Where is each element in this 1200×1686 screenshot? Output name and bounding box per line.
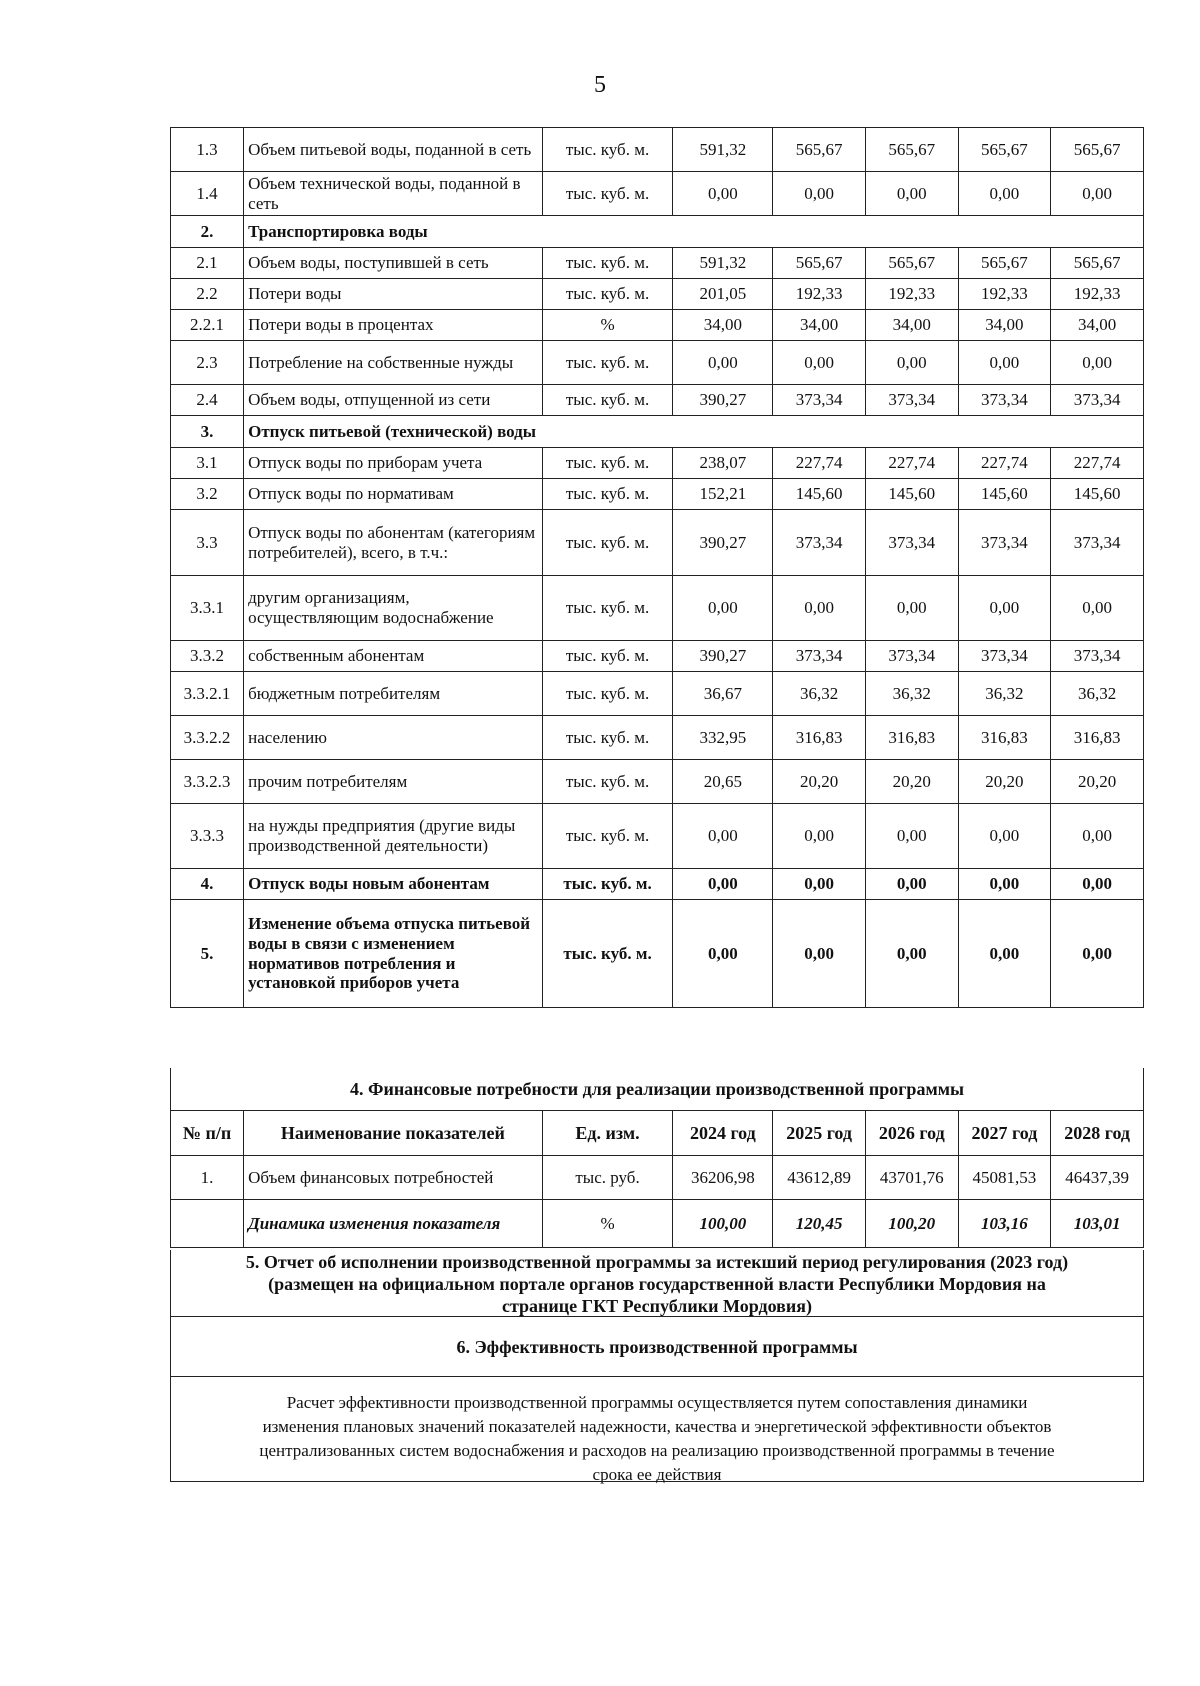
row-unit: тыс. куб. м. (542, 448, 673, 479)
row-unit: тыс. куб. м. (542, 804, 673, 869)
row-value: 34,00 (1051, 310, 1144, 341)
row-num: 2.3 (171, 341, 244, 385)
row-value: 0,00 (673, 869, 773, 900)
row-num: 3.3 (171, 510, 244, 576)
row-unit: тыс. куб. м. (542, 716, 673, 760)
row-value: 0,00 (1051, 341, 1144, 385)
row-name: Динамика изменения показателя (244, 1200, 543, 1248)
row-value: 373,34 (773, 510, 866, 576)
dynamics-row (171, 1200, 1144, 1248)
row-value: 0,00 (865, 172, 958, 216)
row-unit: тыс. куб. м. (542, 760, 673, 804)
table-row (171, 510, 1144, 576)
row-unit: тыс. куб. м. (542, 641, 673, 672)
row-name: Отпуск воды по нормативам (244, 479, 543, 510)
row-value: 20,20 (773, 760, 866, 804)
row-value: 373,34 (958, 510, 1051, 576)
row-num: 3.3.2.1 (171, 672, 244, 716)
row-unit: тыс. куб. м. (542, 341, 673, 385)
row-value: 227,74 (1051, 448, 1144, 479)
row-value: 373,34 (1051, 641, 1144, 672)
header-num: № п/п (171, 1111, 244, 1156)
row-value: 152,21 (673, 479, 773, 510)
row-value: 565,67 (958, 128, 1051, 172)
row-value: 192,33 (958, 279, 1051, 310)
row-name: Объем воды, отпущенной из сети (244, 385, 543, 416)
row-value: 373,34 (773, 385, 866, 416)
section-title: Отпуск питьевой (технической) воды (244, 416, 1144, 448)
header-year: 2026 год (865, 1111, 958, 1156)
row-value: 390,27 (673, 641, 773, 672)
row-unit: % (542, 1200, 673, 1248)
row-name: другим организациям, осуществляющим водоснабжение (244, 576, 543, 641)
row-name: Потери воды в процентах (244, 310, 543, 341)
row-unit: тыс. куб. м. (542, 385, 673, 416)
row-value: 373,34 (1051, 385, 1144, 416)
row-value: 34,00 (865, 310, 958, 341)
row-value: 373,34 (958, 385, 1051, 416)
row-value: 0,00 (673, 341, 773, 385)
row-name: Отпуск воды по приборам учета (244, 448, 543, 479)
row-unit: тыс. руб. (542, 1156, 673, 1200)
row-value: 0,00 (773, 341, 866, 385)
row-unit: тыс. куб. м. (542, 479, 673, 510)
row-name: Потребление на собственные нужды (244, 341, 543, 385)
row-num: 2. (171, 216, 244, 248)
row-value: 316,83 (773, 716, 866, 760)
row-value: 227,74 (773, 448, 866, 479)
report-section (170, 1250, 1144, 1317)
row-value: 565,67 (958, 248, 1051, 279)
table-row (171, 716, 1144, 760)
table-row (171, 479, 1144, 510)
row-value: 20,20 (1051, 760, 1144, 804)
efficiency-line: Расчет эффективности производственной программы осуществляется путем сопоставления динамики (286, 1393, 1028, 1412)
row-value: 0,00 (1051, 900, 1144, 1008)
header-year: 2025 год (773, 1111, 866, 1156)
row-value: 0,00 (673, 172, 773, 216)
row-value: 0,00 (673, 576, 773, 641)
row-num: 1.4 (171, 172, 244, 216)
row-num: 1. (171, 1156, 244, 1200)
row-value: 565,67 (773, 248, 866, 279)
row-name: Отпуск воды новым абонентам (244, 869, 543, 900)
row-num: 5. (171, 900, 244, 1008)
row-value: 145,60 (1051, 479, 1144, 510)
row-value: 373,34 (865, 385, 958, 416)
row-value: 103,01 (1051, 1200, 1144, 1248)
row-value: 20,20 (958, 760, 1051, 804)
header-year: 2028 год (1051, 1111, 1144, 1156)
row-value: 565,67 (1051, 248, 1144, 279)
financial-header-row (171, 1111, 1144, 1156)
row-value: 0,00 (865, 341, 958, 385)
row-num: 4. (171, 869, 244, 900)
row-name: Объем питьевой воды, поданной в сеть (244, 128, 543, 172)
row-value: 43701,76 (865, 1156, 958, 1200)
row-value: 565,67 (773, 128, 866, 172)
row-value: 373,34 (865, 641, 958, 672)
financial-section-title: 4. Финансовые потребности для реализации производственной программы (170, 1068, 1144, 1110)
row-value: 238,07 (673, 448, 773, 479)
row-value: 192,33 (865, 279, 958, 310)
row-value: 192,33 (773, 279, 866, 310)
efficiency-text (170, 1377, 1144, 1482)
row-value: 0,00 (773, 576, 866, 641)
row-num: 2.4 (171, 385, 244, 416)
row-name: бюджетным потребителям (244, 672, 543, 716)
row-value: 390,27 (673, 385, 773, 416)
row-value: 34,00 (673, 310, 773, 341)
row-value: 45081,53 (958, 1156, 1051, 1200)
row-value: 34,00 (958, 310, 1051, 341)
row-unit: тыс. куб. м. (542, 900, 673, 1008)
row-value: 36,32 (773, 672, 866, 716)
table-row (171, 385, 1144, 416)
row-value: 36,32 (865, 672, 958, 716)
row-num: 2.2.1 (171, 310, 244, 341)
row-value: 0,00 (865, 900, 958, 1008)
row-value: 332,95 (673, 716, 773, 760)
row-unit: тыс. куб. м. (542, 128, 673, 172)
row-num: 3.2 (171, 479, 244, 510)
table-row (171, 128, 1144, 172)
row-value: 192,33 (1051, 279, 1144, 310)
row-value: 0,00 (773, 900, 866, 1008)
efficiency-title: 6. Эффективность производственной программы (170, 1317, 1144, 1377)
row-name: Объем воды, поступившей в сеть (244, 248, 543, 279)
row-value: 373,34 (1051, 510, 1144, 576)
row-value: 591,32 (673, 248, 773, 279)
efficiency-line: централизованных систем водоснабжения и расходов на реализацию производственной программы в течение (259, 1441, 1055, 1460)
row-name: Потери воды (244, 279, 543, 310)
report-line: 5. Отчет об исполнении производственной программы за истекший период регулирования (2023 год) (245, 1252, 1069, 1272)
header-unit: Ед. изм. (542, 1111, 673, 1156)
row-value: 0,00 (673, 804, 773, 869)
row-num: 1.3 (171, 128, 244, 172)
table-row (171, 341, 1144, 385)
row-name: собственным абонентам (244, 641, 543, 672)
row-value: 373,34 (865, 510, 958, 576)
table-row (171, 172, 1144, 216)
efficiency-line: изменения плановых значений показателей надежности, качества и энергетической эффективности объектов (262, 1417, 1052, 1436)
table-row (171, 804, 1144, 869)
row-value: 0,00 (958, 172, 1051, 216)
row-value: 0,00 (773, 172, 866, 216)
row-value: 20,65 (673, 760, 773, 804)
row-name: прочим потребителям (244, 760, 543, 804)
row-name: Отпуск воды по абонентам (категориям потребителей), всего, в т.ч.: (244, 510, 543, 576)
header-year: 2024 год (673, 1111, 773, 1156)
row-num: 3.3.2.3 (171, 760, 244, 804)
row-value: 0,00 (865, 576, 958, 641)
row-unit: % (542, 310, 673, 341)
row-unit: тыс. куб. м. (542, 172, 673, 216)
row-value: 565,67 (865, 248, 958, 279)
table-row (171, 310, 1144, 341)
table-row (171, 869, 1144, 900)
row-num: 2.2 (171, 279, 244, 310)
table-row (171, 448, 1144, 479)
table-row (171, 760, 1144, 804)
row-name: населению (244, 716, 543, 760)
section-row (171, 416, 1144, 448)
row-value: 0,00 (773, 804, 866, 869)
row-value: 145,60 (773, 479, 866, 510)
row-value: 390,27 (673, 510, 773, 576)
row-name: Объем технической воды, поданной в сеть (244, 172, 543, 216)
row-value: 0,00 (1051, 869, 1144, 900)
row-value: 373,34 (958, 641, 1051, 672)
section-title: Транспортировка воды (244, 216, 1144, 248)
row-name: на нужды предприятия (другие виды производственной деятельности) (244, 804, 543, 869)
row-num: 3.3.3 (171, 804, 244, 869)
row-unit: тыс. куб. м. (542, 248, 673, 279)
row-value: 0,00 (958, 804, 1051, 869)
row-value: 100,00 (673, 1200, 773, 1248)
financial-row (171, 1156, 1144, 1200)
row-value: 20,20 (865, 760, 958, 804)
row-value: 120,45 (773, 1200, 866, 1248)
row-value: 100,20 (865, 1200, 958, 1248)
row-value: 36,67 (673, 672, 773, 716)
row-value: 34,00 (773, 310, 866, 341)
row-value: 145,60 (865, 479, 958, 510)
row-value: 0,00 (1051, 172, 1144, 216)
row-unit: тыс. куб. м. (542, 576, 673, 641)
row-num: 3.3.2 (171, 641, 244, 672)
row-num: 2.1 (171, 248, 244, 279)
row-num: 3.3.2.2 (171, 716, 244, 760)
table-row (171, 576, 1144, 641)
row-name: Изменение объема отпуска питьевой воды в связи с изменением нормативов потребления и установкой приборов учета (244, 900, 543, 1008)
table-row (171, 672, 1144, 716)
row-unit: тыс. куб. м. (542, 869, 673, 900)
row-value: 565,67 (865, 128, 958, 172)
row-unit: тыс. куб. м. (542, 510, 673, 576)
table-row (171, 279, 1144, 310)
row-unit: тыс. куб. м. (542, 672, 673, 716)
row-value: 0,00 (865, 869, 958, 900)
table-row (171, 900, 1144, 1008)
row-value: 145,60 (958, 479, 1051, 510)
row-value: 591,32 (673, 128, 773, 172)
row-value: 373,34 (773, 641, 866, 672)
table-row (171, 641, 1144, 672)
row-value: 0,00 (958, 341, 1051, 385)
row-name: Объем финансовых потребностей (244, 1156, 543, 1200)
row-value: 316,83 (958, 716, 1051, 760)
header-year: 2027 год (958, 1111, 1051, 1156)
row-value: 0,00 (958, 900, 1051, 1008)
row-value: 0,00 (773, 869, 866, 900)
header-name: Наименование показателей (244, 1111, 543, 1156)
table-row (171, 248, 1144, 279)
row-value: 0,00 (1051, 576, 1144, 641)
row-value: 0,00 (958, 576, 1051, 641)
row-value: 36206,98 (673, 1156, 773, 1200)
row-num: 3. (171, 416, 244, 448)
report-line: (размещен на официальном портале органов государственной власти Республики Мордовия на (268, 1274, 1046, 1294)
row-value: 227,74 (865, 448, 958, 479)
row-value: 0,00 (673, 900, 773, 1008)
production-indicators-table (170, 127, 1144, 1008)
row-num: 3.1 (171, 448, 244, 479)
row-value: 46437,39 (1051, 1156, 1144, 1200)
row-value: 0,00 (958, 869, 1051, 900)
row-value: 201,05 (673, 279, 773, 310)
section-row (171, 216, 1144, 248)
row-value: 316,83 (1051, 716, 1144, 760)
row-value: 0,00 (1051, 804, 1144, 869)
row-value: 43612,89 (773, 1156, 866, 1200)
page-number: 5 (594, 72, 606, 98)
report-line: странице ГКТ Республики Мордовия) (501, 1296, 813, 1316)
row-num (171, 1200, 244, 1248)
row-value: 36,32 (958, 672, 1051, 716)
row-value: 36,32 (1051, 672, 1144, 716)
row-value: 0,00 (865, 804, 958, 869)
row-value: 565,67 (1051, 128, 1144, 172)
efficiency-line: срока ее действия (592, 1465, 722, 1484)
financial-needs-table (170, 1110, 1144, 1248)
row-value: 316,83 (865, 716, 958, 760)
row-value: 103,16 (958, 1200, 1051, 1248)
row-unit: тыс. куб. м. (542, 279, 673, 310)
row-num: 3.3.1 (171, 576, 244, 641)
row-value: 227,74 (958, 448, 1051, 479)
